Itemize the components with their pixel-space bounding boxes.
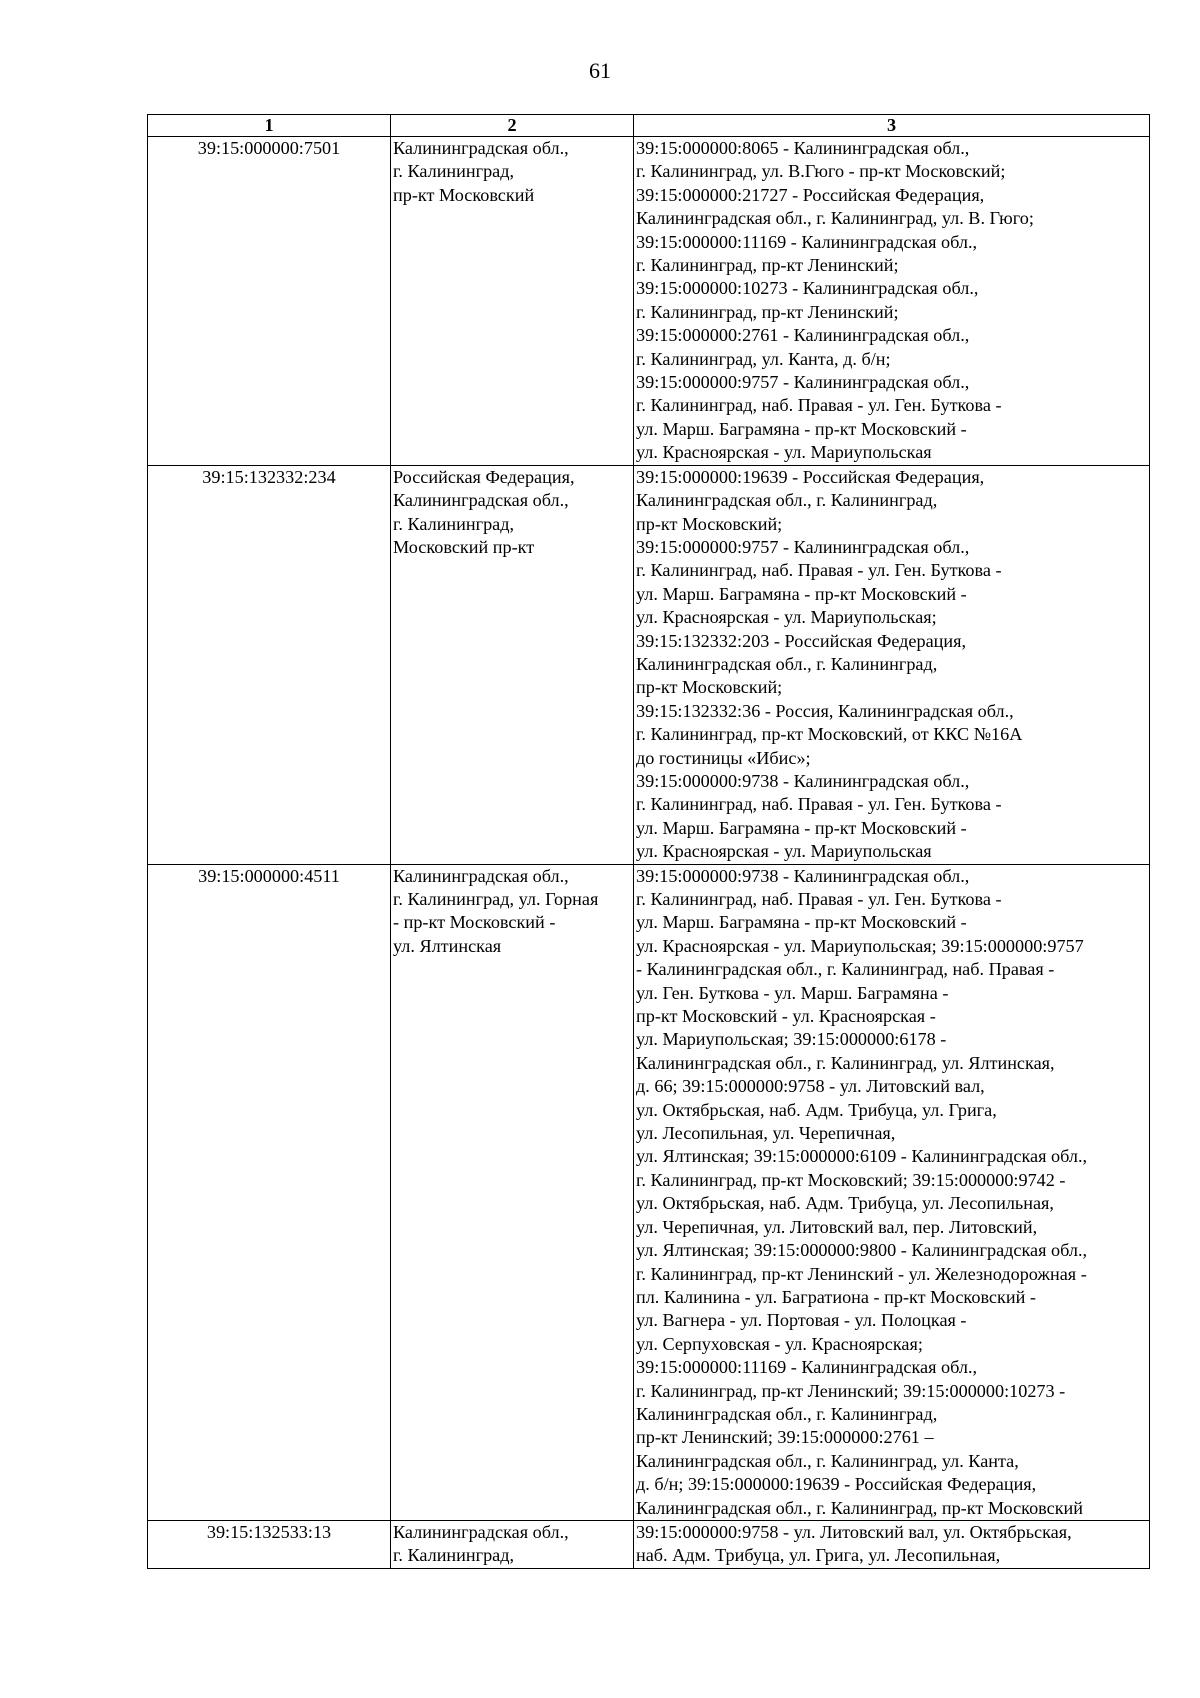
table-row — [148, 137, 1150, 466]
cadastral-number-cell — [148, 137, 391, 466]
related-parcel-line: до гостиницы «Ибис»; — [636, 747, 811, 768]
address-line: г. Калининград, ул. Горная — [393, 889, 599, 909]
related-parcel-line: Калининградская обл., г. Калининград, — [636, 490, 938, 511]
related-parcel-line: г. Калининград, ул. Канта, д. б/н; — [636, 348, 891, 369]
cadastral-number: 39:15:132533:13 — [206, 1521, 332, 1542]
address-line: г. Калининград, — [393, 1545, 515, 1566]
related-parcel-line: 39:15:000000:9757 - Калининградская обл., — [636, 536, 970, 557]
related-parcels-cell — [634, 1520, 1150, 1568]
related-parcel-line: д. б/н; 39:15:000000:19639 - Российская Федерация, — [636, 1474, 1037, 1495]
related-parcel-line: 39:15:000000:11169 - Калининградская обл., — [636, 1357, 978, 1378]
table-row — [148, 465, 1150, 864]
related-parcel-line: 39:15:000000:9758 - ул. Литовский вал, ул. Октябрьская, — [636, 1521, 1072, 1542]
column-header-3: 3 — [634, 115, 1150, 137]
related-parcel-line: 39:15:132332:36 - Россия, Калининградская обл., — [636, 700, 1014, 721]
related-parcel-line: 39:15:000000:10273 - Калининградская обл., — [636, 278, 979, 299]
related-parcel-line: ул. Октябрьская, наб. Адм. Трибуца, ул. Грига, — [636, 1099, 997, 1120]
related-parcel-line: г. Калининград, пр-кт Московский; 39:15:000000:9742 - — [636, 1169, 1066, 1190]
related-parcel-line: ул. Ялтинская; 39:15:000000:9800 - Калининградская обл., — [636, 1240, 1088, 1261]
related-parcel-line: Калининградская обл., г. Калининград, пр-кт Московский — [636, 1497, 1084, 1518]
related-parcel-line: ул. Марш. Баграмяна - пр-кт Московский - — [636, 583, 967, 604]
related-parcel-line: ул. Красноярская - ул. Мариупольская — [636, 442, 932, 463]
related-parcel-line: д. 66; 39:15:000000:9758 - ул. Литовский вал, — [636, 1076, 985, 1097]
related-parcel-line: пр-кт Московский - ул. Красноярская - — [636, 1006, 936, 1027]
cadastral-number-cell — [148, 465, 391, 864]
address-cell — [391, 465, 634, 864]
cadastral-number-cell — [148, 864, 391, 1520]
related-parcel-line: 39:15:000000:21727 - Российская Федерация, — [636, 184, 985, 205]
related-parcel-line: ул. Марш. Баграмяна - пр-кт Московский - — [636, 817, 967, 838]
address-line: Российская Федерация, — [393, 466, 575, 487]
address-line: Московский пр-кт — [393, 536, 535, 557]
related-parcel-line: пл. Калинина - ул. Багратиона - пр-кт Московский - — [636, 1286, 1036, 1307]
related-parcel-line: г. Калининград, наб. Правая - ул. Ген. Буткова - — [636, 794, 1002, 815]
address-line: ул. Ялтинская — [393, 935, 502, 956]
related-parcel-line: ул. Марш. Баграмяна - пр-кт Московский - — [636, 912, 967, 933]
table-header-row — [148, 115, 1150, 137]
related-parcel-line: ул. Мариупольская; 39:15:000000:6178 - — [636, 1029, 947, 1050]
related-parcel-line: ул. Красноярская - ул. Мариупольская; — [636, 607, 937, 628]
related-parcel-line: ул. Красноярская - ул. Мариупольская — [636, 841, 932, 862]
table-row — [148, 864, 1150, 1520]
related-parcel-line: ул. Марш. Баграмяна - пр-кт Московский - — [636, 418, 967, 439]
related-parcel-line: ул. Черепичная, ул. Литовский вал, пер. Литовский, — [636, 1216, 1038, 1237]
related-parcel-line: ул. Ген. Буткова - ул. Марш. Баграмяна - — [636, 982, 949, 1003]
address-line: Калининградская обл., — [393, 1521, 569, 1542]
address-line: Калининградская обл., — [393, 138, 569, 158]
related-parcel-line: ул. Вагнера - ул. Портовая - ул. Полоцкая - — [636, 1310, 967, 1331]
cadastral-number: 39:15:000000:7501 — [197, 138, 341, 158]
related-parcel-line: 39:15:000000:2761 - Калининградская обл., — [636, 325, 970, 346]
address-line: г. Калининград, — [393, 161, 515, 182]
related-parcel-line: г. Калининград, наб. Правая - ул. Ген. Буткова - — [636, 395, 1002, 416]
related-parcel-line: ул. Красноярская - ул. Мариупольская; 39:15:000000:9757 — [636, 935, 1084, 956]
table-row — [148, 1520, 1150, 1568]
related-parcel-line: Калининградская обл., г. Калининград, ул. Канта, — [636, 1450, 1019, 1471]
related-parcel-line: г. Калининград, наб. Правая - ул. Ген. Буткова - — [636, 889, 1002, 909]
related-parcel-line: ул. Лесопильная, ул. Черепичная, — [636, 1123, 896, 1144]
related-parcel-line: Калининградская обл., г. Калининград, — [636, 1403, 938, 1424]
related-parcel-line: - Калининградская обл., г. Калининград, наб. Правая - — [636, 959, 1055, 980]
related-parcel-line: пр-кт Московский; — [636, 677, 783, 698]
related-parcel-line: г. Калининград, пр-кт Ленинский; 39:15:000000:10273 - — [636, 1380, 1066, 1401]
related-parcel-line: 39:15:000000:9738 - Калининградская обл., — [636, 770, 970, 791]
address-cell — [391, 1520, 634, 1568]
related-parcel-line: наб. Адм. Трибуца, ул. Грига, ул. Лесопильная, — [636, 1545, 1001, 1566]
column-header-1: 1 — [148, 115, 391, 137]
related-parcel-line: ул. Октябрьская, наб. Адм. Трибуца, ул. Лесопильная, — [636, 1193, 1054, 1214]
related-parcel-line: 39:15:132332:203 - Российская Федерация, — [636, 630, 967, 651]
related-parcel-line: г. Калининград, пр-кт Ленинский; — [636, 255, 899, 276]
related-parcel-line: пр-кт Московский; — [636, 513, 783, 534]
related-parcel-line: ул. Ялтинская; 39:15:000000:6109 - Калининградская обл., — [636, 1146, 1088, 1167]
related-parcel-line: г. Калининград, пр-кт Ленинский; — [636, 301, 899, 322]
related-parcel-line: 39:15:000000:11169 - Калининградская обл., — [636, 231, 978, 252]
related-parcel-line: 39:15:000000:8065 - Калининградская обл., — [636, 138, 970, 158]
cadastral-number: 39:15:132332:234 — [202, 466, 336, 487]
related-parcel-line: ул. Серпуховская - ул. Красноярская; — [636, 1333, 923, 1354]
related-parcel-line: Калининградская обл., г. Калининград, — [636, 653, 938, 674]
column-header-2: 2 — [391, 115, 634, 137]
related-parcel-line: г. Калининград, ул. В.Гюго - пр-кт Московский; — [636, 161, 1006, 182]
related-parcels-cell — [634, 864, 1150, 1520]
related-parcel-line: пр-кт Ленинский; 39:15:000000:2761 – — [636, 1427, 934, 1448]
address-line: г. Калининград, — [393, 513, 515, 534]
related-parcel-line: г. Калининград, пр-кт Ленинский - ул. Железнодорожная - — [636, 1263, 1087, 1284]
address-line: пр-кт Московский — [393, 184, 535, 205]
related-parcel-line: 39:15:000000:19639 - Российская Федерация, — [636, 466, 985, 487]
cadastral-number: 39:15:000000:4511 — [198, 865, 340, 886]
related-parcel-line: г. Калининград, пр-кт Московский, от ККС №16А — [636, 724, 1023, 745]
related-parcel-line: Калининградская обл., г. Калининград, ул. Ялтинская, — [636, 1052, 1055, 1073]
cadastral-table — [147, 114, 1150, 1569]
related-parcels-cell — [634, 137, 1150, 466]
related-parcels-cell — [634, 465, 1150, 864]
address-cell — [391, 864, 634, 1520]
cadastral-number-cell — [148, 1520, 391, 1568]
address-line: - пр-кт Московский - — [393, 912, 556, 933]
related-parcel-line: 39:15:000000:9738 - Калининградская обл., — [636, 865, 970, 886]
address-line: Калининградская обл., — [393, 490, 569, 511]
related-parcel-line: Калининградская обл., г. Калининград, ул. В. Гюго; — [636, 208, 1034, 229]
address-line: Калининградская обл., — [393, 865, 569, 886]
address-cell — [391, 137, 634, 466]
related-parcel-line: 39:15:000000:9757 - Калининградская обл., — [636, 372, 970, 393]
related-parcel-line: г. Калининград, наб. Правая - ул. Ген. Буткова - — [636, 560, 1002, 581]
page-number: 61 — [589, 58, 611, 83]
